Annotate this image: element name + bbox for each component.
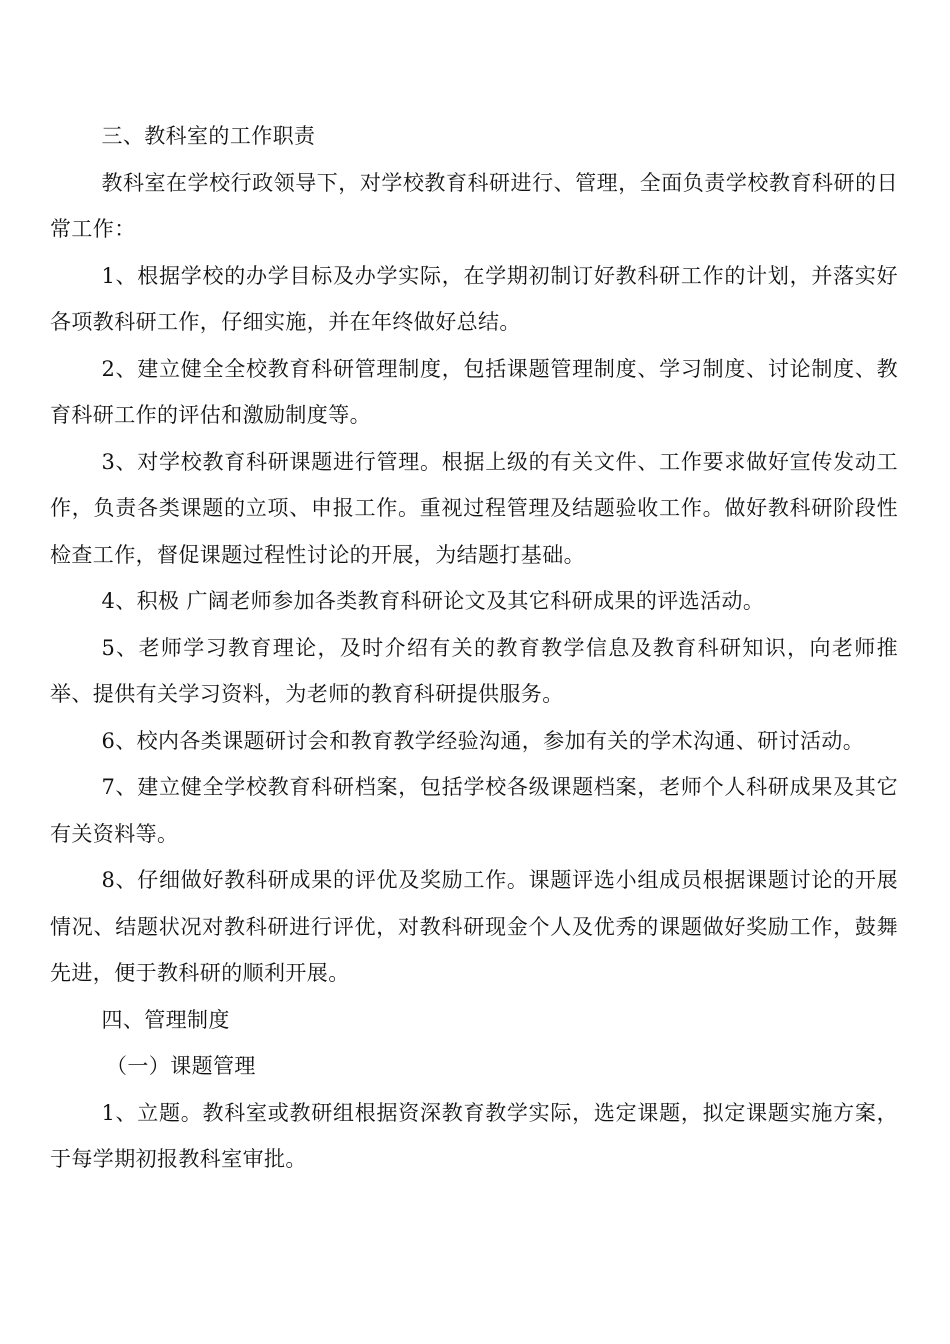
duty-item-5: 5、老师学习教育理论，及时介绍有关的教育教学信息及教育科研知识，向老师推举、提供有关学习资料，为老师的教育科研提供服务。 [50,635,898,706]
duty-item-3: 3、对学校教育科研课题进行管理。根据上级的有关文件、工作要求做好宣传发动工作，负责各类课题的立项、申报工作。重视过程管理及结题验收工作。做好教科研阶段性检查工作，督促课题过程性讨论的开展，为结题打基础。 [50,449,898,567]
duty-item-1: 1、根据学校的办学目标及办学实际，在学期初制订好教科研工作的计划，并落实好各项教科研工作，仔细实施，并在年终做好总结。 [50,263,898,334]
duty-item-7: 7、建立健全学校教育科研档案，包括学校各级课题档案，老师个人科研成果及其它有关资料等。 [50,775,898,846]
duty-item-2: 2、建立健全全校教育科研管理制度，包括课题管理制度、学习制度、讨论制度、教育科研工作的评估和激励制度等。 [50,356,898,427]
section-3-title: 三、教科室的工作职责 [101,124,316,148]
document-page [50,113,898,1183]
topic-management-item-1: 1、立题。教科室或教研组根据资深教育教学实际，选定课题，拟定课题实施方案，于每学期初报教科室审批。 [50,1100,898,1171]
section-4-title: 四、管理制度 [101,1007,230,1032]
duty-item-8: 8、仔细做好教科研成果的评优及奖励工作。课题评选小组成员根据课题讨论的开展情况、结题状况对教科研进行评优，对教科研现金个人及优秀的课题做好奖励工作，鼓舞先进，便于教科研的顺利开展。 [50,868,898,985]
duty-item-4: 4、积极 广阔老师参加各类教育科研论文及其它科研成果的评选活动。 [101,589,765,613]
duty-item-6: 6、校内各类课题研讨会和教育教学经验沟通，参加有关的学术沟通、研讨活动。 [101,728,865,753]
subsection-1-title: （一）课题管理 [106,1054,256,1078]
intro-paragraph: 教科室在学校行政领导下，对学校教育科研进行、管理，全面负责学校教育科研的日常工作： [50,170,898,241]
